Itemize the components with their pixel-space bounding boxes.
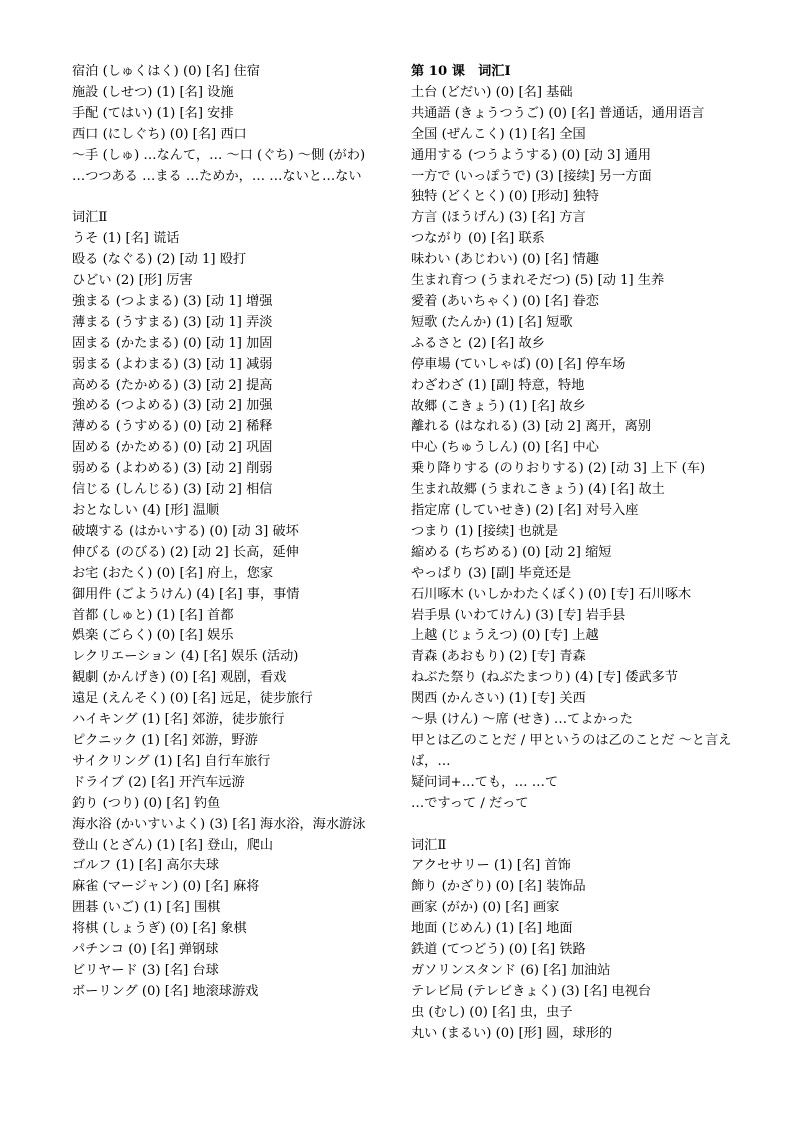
vocab-left-entry: 破壊する (はかいする) (0) [动 3] 破坏 — [72, 523, 299, 539]
vocab-left-entry: 麻雀 (マージャン) (0) [名] 麻将 — [72, 879, 260, 895]
vocab-left-entry: 固まる (かたまる) (0) [动 1] 加固 — [72, 335, 273, 351]
vocab-right-entry: 土台 (どだい) (0) [名] 基础 — [411, 84, 573, 100]
vocab-right-entry: ガソリンスタンド (6) [名] 加油站 — [411, 962, 611, 978]
vocab-left-entry: 首都 (しゅと) (1) [名] 首都 — [72, 607, 234, 623]
vocab-right-entry: 停車場 (ていしゃば) (0) [名] 停车场 — [411, 356, 626, 372]
vocab-right-entry: 石川啄木 (いしかわたくぼく) (0) [专] 石川啄木 — [411, 586, 692, 602]
vocab-column-right — [411, 62, 757, 1045]
vocab-left-entry: おとなしい (4) [形] 温顺 — [72, 503, 220, 519]
vocab-right-entry: 丸い (まるい) (0) [形] 圆，球形的 — [411, 1025, 613, 1041]
vocab-left-entry: 宿泊 (しゅくはく) (0) [名] 住宿 — [72, 64, 260, 79]
vocab-left-entry: 固める (かためる) (0) [动 2] 巩固 — [72, 440, 273, 456]
vocab-left-entry: 西口 (にしぐち) (0) [名] 西口 — [72, 126, 247, 142]
vocab-right-entry: 青森 (あおもり) (2) [专] 青森 — [411, 649, 586, 665]
vocab-left-entry: 囲碁 (いご) (1) [名] 围棋 — [72, 900, 221, 916]
vocab-left-entry: うそ (1) [名] 谎话 — [72, 231, 180, 247]
vocab-left-entry: 信じる (しんじる) (3) [动 2] 相信 — [72, 482, 273, 498]
vocab-left-spacer — [72, 187, 390, 208]
vocab-left-entry: 御用件 (ごようけん) (4) [名] 事，事情 — [72, 586, 300, 602]
vocab-left-entry: ピクニック (1) [名] 郊游，野游 — [72, 732, 258, 748]
vocab-left-entry: 伸びる (のびる) (2) [动 2] 长高，延伸 — [72, 544, 299, 560]
vocab-right-entry: 指定席 (していせき) (2) [名] 对号入座 — [411, 503, 639, 519]
vocab-right-entry: 甲とは乙のことだ / 甲というのは乙のことだ ～と言えば，… — [411, 733, 732, 769]
vocab-right-entry: 词汇Ⅱ — [411, 837, 447, 853]
vocab-right-entry: 一方で (いっぽうで) (3) [接续] 另一方面 — [411, 168, 652, 184]
vocab-column-left — [72, 62, 390, 1003]
vocab-left-entry: 観劇 (かんげき) (0) [名] 观剧，看戏 — [72, 670, 287, 686]
vocab-left-entry: 殴る (なぐる) (2) [动 1] 殴打 — [72, 252, 247, 268]
vocab-right-entry: 故郷 (こきょう) (1) [名] 故乡 — [411, 398, 586, 414]
vocab-left-entry: 登山 (とざん) (1) [名] 登山，爬山 — [72, 837, 274, 853]
vocab-left-entry: ボーリング (0) [名] 地滚球游戏 — [72, 983, 259, 999]
vocab-right-entry: 乗り降りする (のりおりする) (2) [动 3] 上下 (车) — [411, 461, 706, 477]
vocab-right-entry: ふるさと (2) [名] 故乡 — [411, 335, 545, 351]
vocab-right-entry: 独特 (どくとく) (0) [形动] 独特 — [411, 189, 599, 205]
vocab-right-entry: 味わい (あじわい) (0) [名] 情趣 — [411, 252, 599, 268]
vocab-left-entry: 将棋 (しょうぎ) (0) [名] 象棋 — [72, 921, 247, 937]
vocab-right-entry: 離れる (はなれる) (3) [动 2] 离开，离别 — [411, 419, 652, 435]
vocab-right-entry: 縮める (ちぢめる) (0) [动 2] 缩短 — [411, 544, 612, 560]
vocab-right-entry: ねぶた祭り (ねぶたまつり) (4) [专] 倭武多节 — [411, 670, 679, 686]
vocab-left-entry: 词汇Ⅱ — [72, 210, 108, 226]
vocab-left-entry: お宅 (おたく) (0) [名] 府上，您家 — [72, 565, 274, 581]
vocab-right-entry: 愛着 (あいちゃく) (0) [名] 眷恋 — [411, 293, 599, 309]
vocab-right-entry: 短歌 (たんか) (1) [名] 短歌 — [411, 314, 573, 330]
vocab-left-entry: 薄める (うすめる) (0) [动 2] 稀释 — [72, 419, 273, 435]
vocab-right-entry: 中心 (ちゅうしん) (0) [名] 中心 — [411, 440, 599, 456]
vocab-left-entry: 強まる (つよまる) (3) [动 1] 增强 — [72, 293, 273, 309]
vocab-right-entry: 飾り (かざり) (0) [名] 装饰品 — [411, 879, 586, 895]
vocab-left-entry: 海水浴 (かいすいよく) (3) [名] 海水浴，海水游泳 — [72, 816, 366, 832]
vocab-right-entry: 方言 (ほうげん) (3) [名] 方言 — [411, 210, 586, 226]
vocab-right-entry: 共通語 (きょうつうご) (0) [名] 普通话，通用语言 — [411, 105, 705, 121]
vocab-left-entry: …つつある …まる …ためか，… …ないと…ない — [72, 168, 362, 184]
vocab-right-entry: 地面 (じめん) (1) [名] 地面 — [411, 921, 573, 937]
vocab-right-entry: つまり (1) [接续] 也就是 — [411, 523, 559, 539]
vocab-right-entry: 画家 (がか) (0) [名] 画家 — [411, 900, 560, 916]
vocab-right-spacer — [411, 815, 757, 836]
vocab-left-entry: パチンコ (0) [名] 弹钢球 — [72, 942, 219, 958]
vocab-right-entry: 岩手県 (いわてけん) (3) [专] 岩手县 — [411, 607, 626, 623]
vocab-left-entry: 弱める (よわめる) (3) [动 2] 削弱 — [72, 461, 273, 477]
vocab-right-entry: 全国 (ぜんこく) (1) [名] 全国 — [411, 126, 586, 142]
vocab-right-entry: 鉄道 (てつどう) (0) [名] 铁路 — [411, 942, 586, 958]
vocab-right-entry: アクセサリー (1) [名] 首饰 — [411, 858, 571, 874]
vocab-left-entry: ～手 (しゅ) …なんて，… ～口 (ぐち) ～側 (がわ) — [72, 147, 366, 163]
vocab-left-entry: ビリヤード (3) [名] 台球 — [72, 962, 219, 978]
vocab-right-entry: 通用する (つうようする) (0) [动 3] 通用 — [411, 147, 652, 163]
vocab-left-entry: ハイキング (1) [名] 郊游，徒步旅行 — [72, 712, 285, 728]
vocab-left-entry: ゴルフ (1) [名] 高尔夫球 — [72, 858, 220, 874]
vocab-left-entry: サイクリング (1) [名] 自行车旅行 — [72, 753, 271, 769]
vocab-right-entry: テレビ局 (テレビきょく) (3) [名] 电视台 — [411, 983, 652, 999]
vocab-right-entry: 関西 (かんさい) (1) [专] 关西 — [411, 691, 586, 707]
vocab-left-entry: ドライブ (2) [名] 开汽车远游 — [72, 774, 245, 790]
vocab-right-entry: やっぱり (3) [副] 毕竟还是 — [411, 565, 572, 581]
vocab-left-entry: 遠足 (えんそく) (0) [名] 远足，徒步旅行 — [72, 691, 313, 707]
vocab-left-entry: 薄まる (うすまる) (3) [动 1] 弄淡 — [72, 314, 273, 330]
vocab-right-entry: ～県 (けん) ～席 (せき) …てよかった — [411, 712, 633, 728]
vocab-left-entry: 弱まる (よわまる) (3) [动 1] 减弱 — [72, 356, 273, 372]
vocab-right-entry: 生まれ故郷 (うまれこきょう) (4) [名] 故土 — [411, 482, 665, 498]
vocab-left-entry: 高める (たかめる) (3) [动 2] 提高 — [72, 377, 273, 393]
vocab-right-entry: …ですって / だって — [411, 795, 529, 811]
vocab-left-entry: 強める (つよめる) (3) [动 2] 加强 — [72, 398, 273, 414]
vocab-right-entry: 生まれ育つ (うまれそだつ) (5) [动 1] 生养 — [411, 273, 665, 289]
vocab-right-entry: わざわざ (1) [副] 特意，特地 — [411, 377, 585, 393]
vocab-right-entry: 虫 (むし) (0) [名] 虫，虫子 — [411, 1004, 573, 1020]
vocab-right-entry: つながり (0) [名] 联系 — [411, 231, 545, 247]
vocab-left-entry: 手配 (てはい) (1) [名] 安排 — [72, 105, 234, 121]
vocab-left-entry: 施設 (しせつ) (1) [名] 设施 — [72, 84, 234, 100]
vocab-right-entry: 上越 (じょうえつ) (0) [专] 上越 — [411, 628, 599, 644]
vocab-left-entry: レクリエーション (4) [名] 娱乐 (活动) — [72, 649, 299, 665]
lesson-heading: 第 10 课 词汇Ⅰ — [411, 64, 511, 79]
vocab-left-entry: 娯楽 (ごらく) (0) [名] 娱乐 — [72, 628, 234, 644]
vocab-right-entry: 疑问词+…ても，… …て — [411, 774, 559, 790]
vocab-left-entry: ひどい (2) [形] 厉害 — [72, 273, 193, 289]
vocab-left-entry: 釣り (つり) (0) [名] 钓鱼 — [72, 795, 221, 811]
